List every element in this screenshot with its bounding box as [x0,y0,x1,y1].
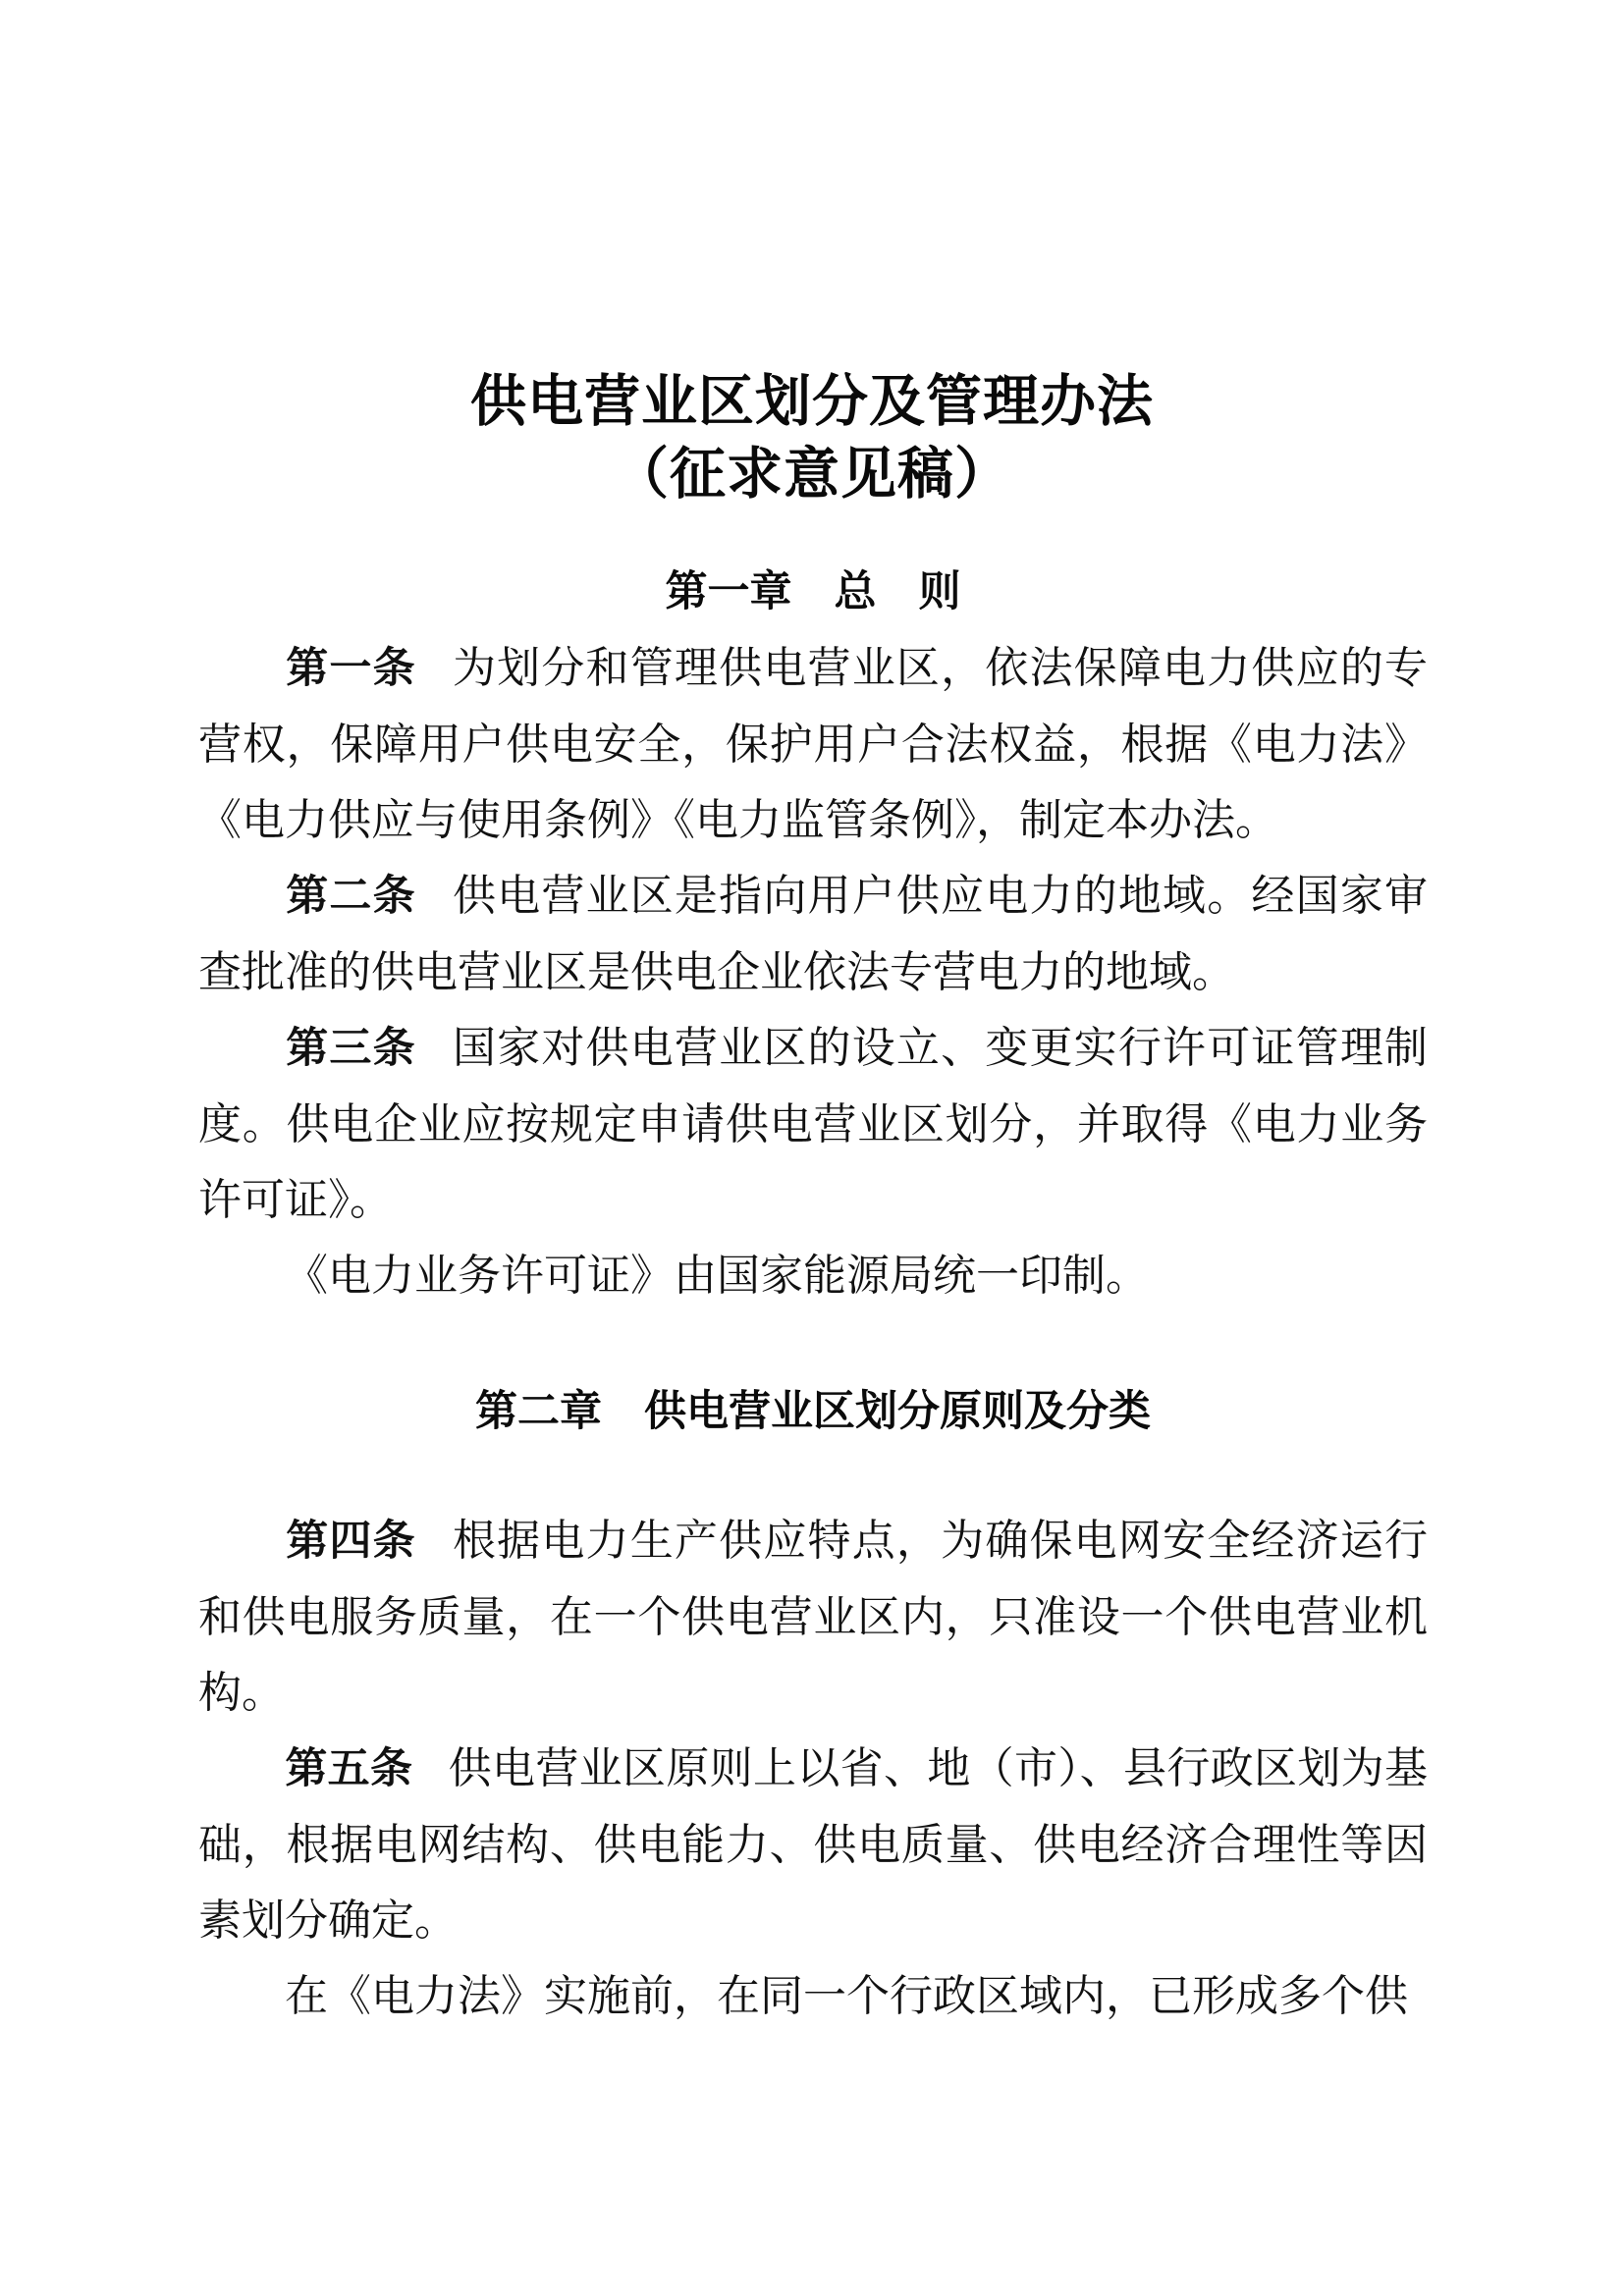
article-marker-1: 第一条 [285,644,416,693]
article-paragraph-5 [198,1731,1428,1958]
article-text-1: 为划分和管理供电营业区，依法保障电力供应的专营权，保障用户供电安全，保护用户合法权益，根据《电力法》《电力供应与使用条例》《电力监管条例》，制定本办法。 [198,643,1429,845]
article-text-2: 供电营业区是指向用户供应电力的地域。经国家审查批准的供电营业区是供电企业依法专营电力的地域。 [198,871,1429,997]
document-subtitle: （征求意见稿） [613,441,1011,507]
article-paragraph-1 [198,630,1428,858]
chapter-heading-2: 第二章 供电营业区划分原则及分类 [475,1387,1151,1436]
article-text-3-note: 《电力业务许可证》由国家能源局统一印制。 [285,1251,1149,1301]
article-marker-3: 第三条 [285,1024,416,1073]
article-paragraph-3 [198,1010,1428,1238]
document-body [198,555,1428,2034]
chapter-heading-1: 第一章 总 则 [665,567,961,616]
article-marker-4: 第四条 [285,1517,416,1566]
article-paragraph-2 [198,858,1428,1010]
article-paragraph-3-note [198,1238,1428,1313]
article-text-5: 供电营业区原则上以省、地（市）、县行政区划为基础，根据电网结构、供电能力、供电质量、供电经济合理性等因素划分确定。 [198,1743,1429,1946]
article-text-3: 国家对供电营业区的设立、变更实行许可证管理制度。供电企业应按规定申请供电营业区划分，并取得《电力业务许可证》。 [198,1023,1429,1225]
article-marker-2: 第二条 [285,872,416,921]
article-text-5-continued: 在《电力法》实施前，在同一个行政区域内，已形成多个供 [285,1971,1408,2021]
article-marker-5: 第五条 [285,1744,413,1793]
article-text-4: 根据电力生产供应特点，为确保电网安全经济运行和供电服务质量，在一个供电营业区内，只准设一个供电营业机构。 [198,1516,1429,1718]
article-paragraph-5-continued [198,1958,1428,2034]
article-paragraph-4 [198,1503,1428,1731]
document-title: 供电营业区划分及管理办法 [470,368,1154,434]
